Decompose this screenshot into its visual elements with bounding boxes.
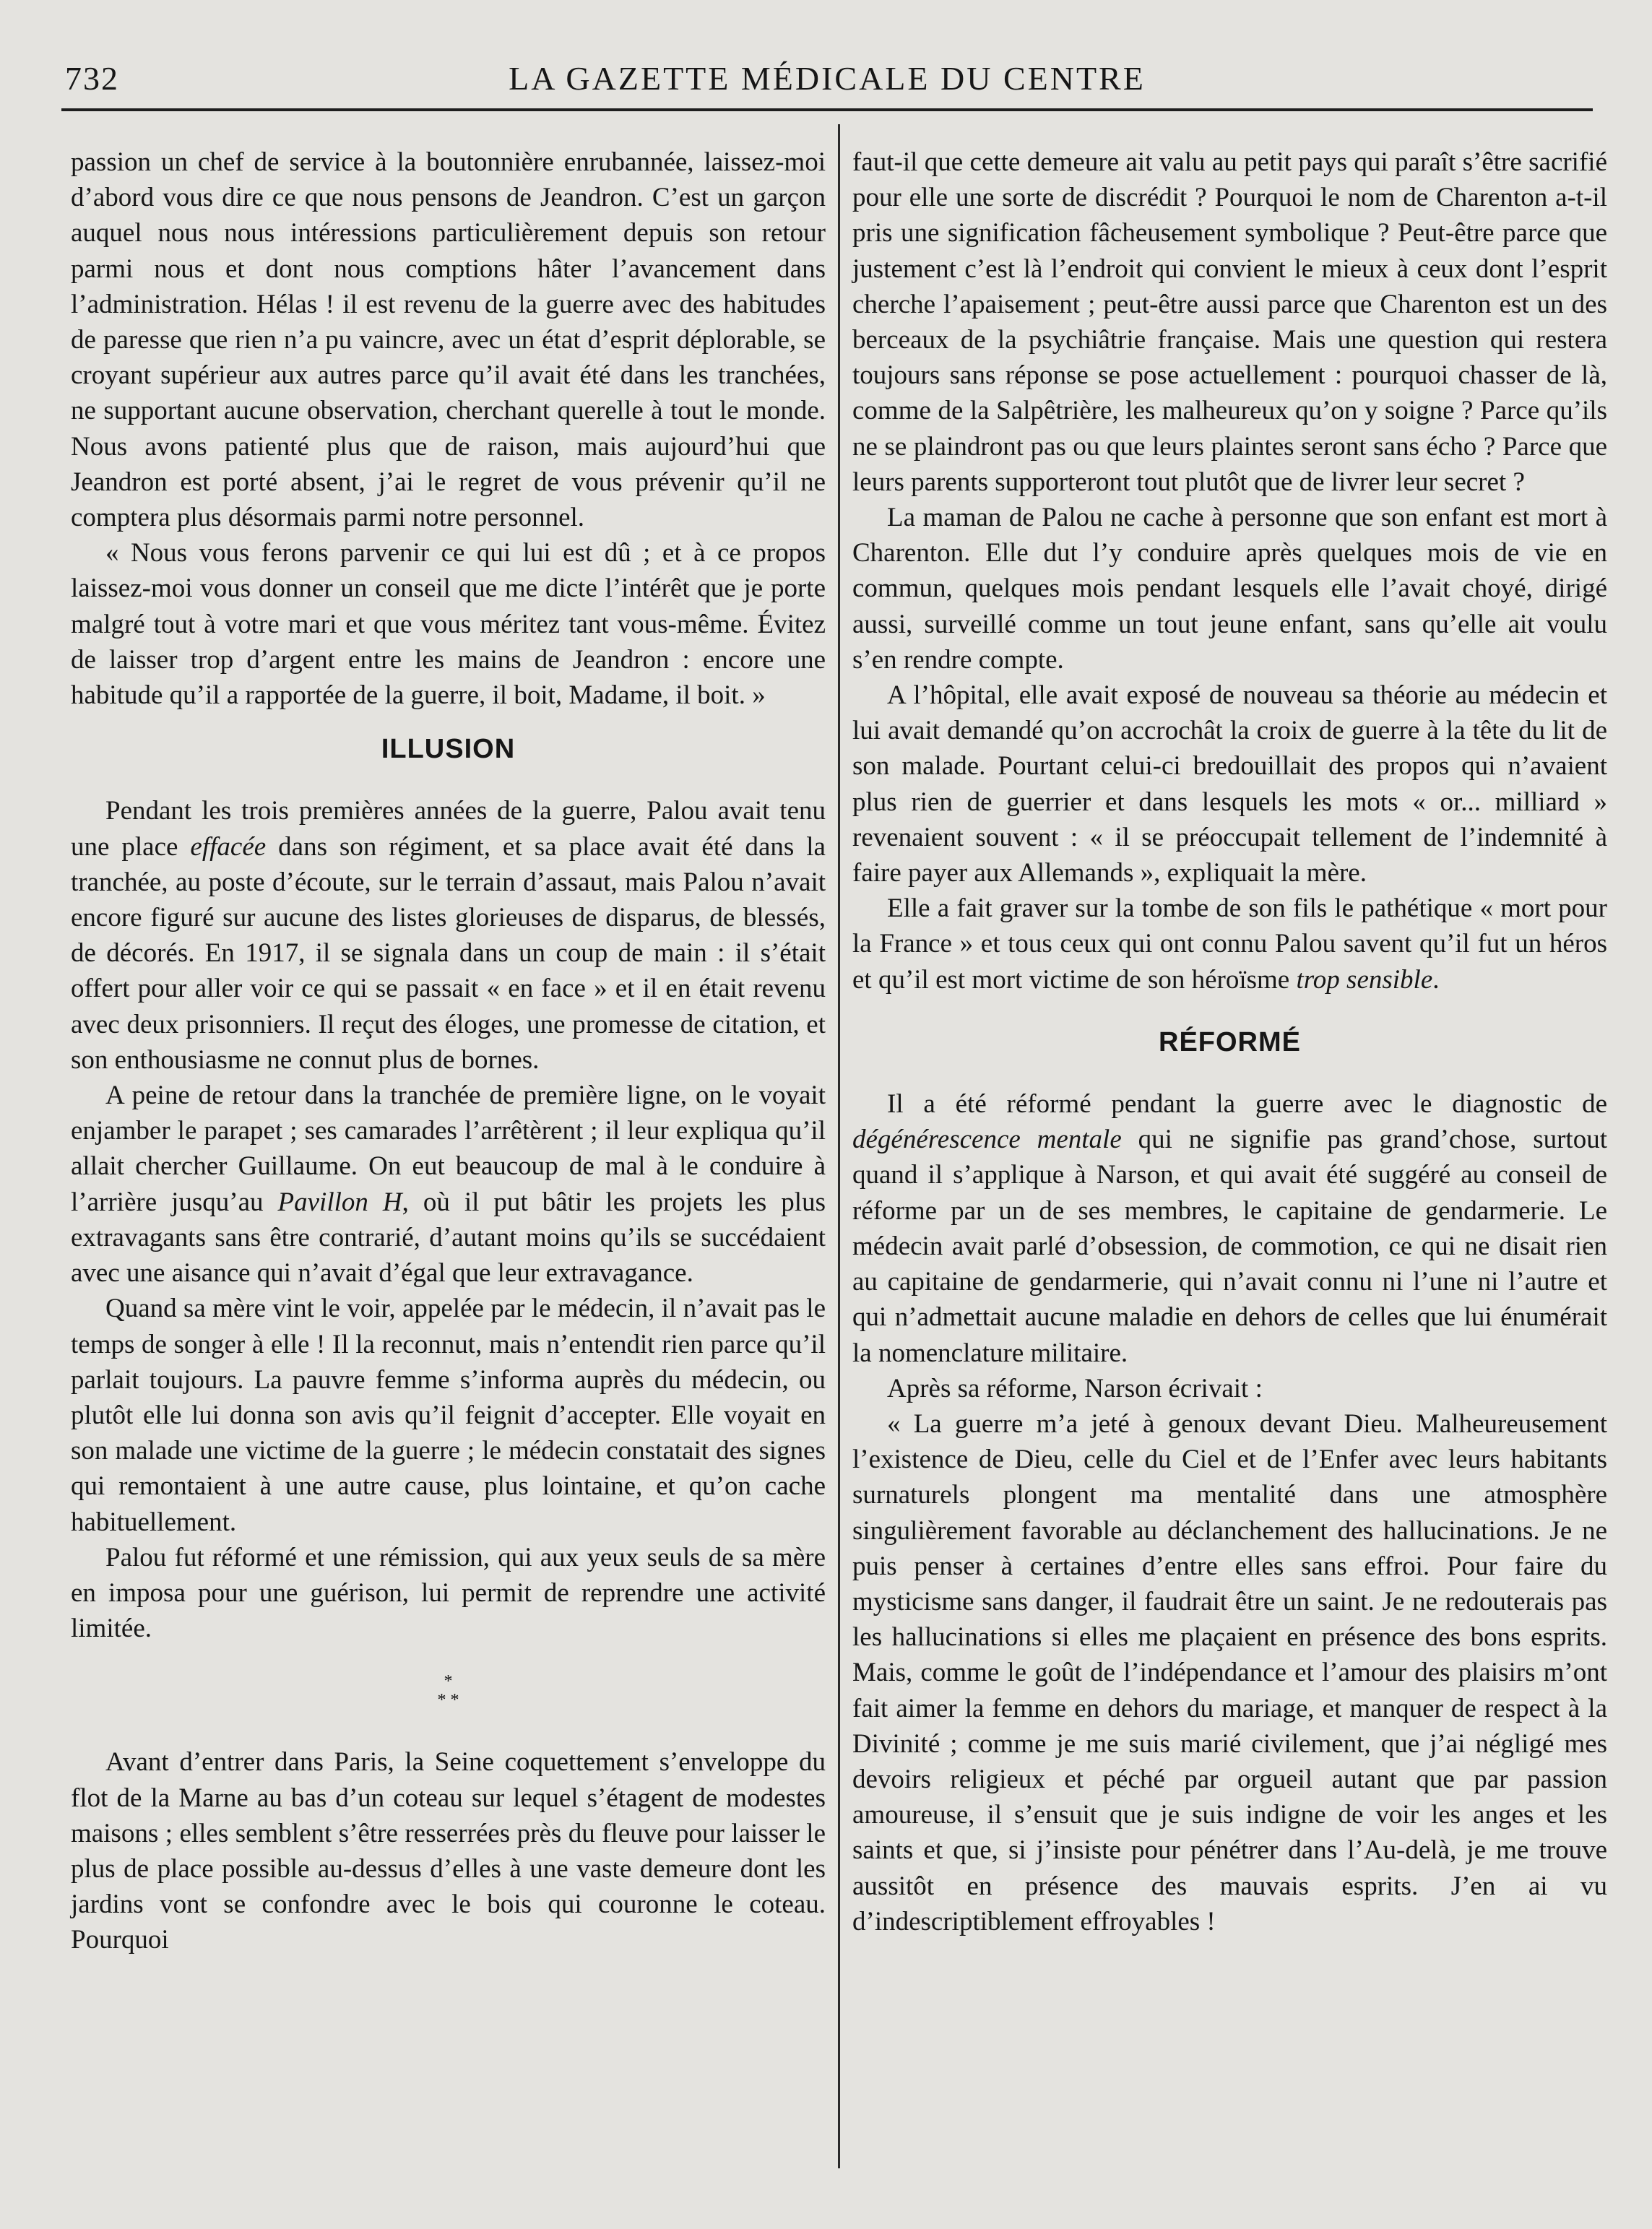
header-rule [61,108,1593,111]
text-run: Il a été réformé pendant la guerre avec le diagnostic de [887,1089,1607,1120]
paragraph: « La guerre m’a jeté à genoux devant Dieu. Malheureusement l’existence de Dieu, celle du Ciel et de l’Enfer avec leurs habitants surnaturels plongent ma mentalité dans une atmosphère singulièrement favorable au déclanchement des hallucinations. Je ne puis penser à certaines d’entre elles sans effroi. Pour faire du mysticisme sans danger, il faudrait être un saint. Je ne redouterais pas les hallucinations si elles me plaçaient en présence des bons esprits. Mais, comme le goût de l’indépendance et l’amour des plaisirs m’ont fait aimer la femme en dehors du mariage, et manquer de respect à la Divinité ; comme je me suis marié civilement, que j’ai négligé mes devoirs religieux et péché par orgueil autant que par passion amoureuse, il s’ensuit que je suis indigne de voir les anges et les saints et que, si j’insiste pour pénétrer dans l’Au-delà, je me trouve aussitôt en présence des mauvais esprits. J’en ai vu d’indescriptiblement effroyables ! [852,1408,1607,1936]
page-header [58,52,1596,103]
paragraph: Palou fut réformé et une rémission, qui aux yeux seuls de sa mère en imposa pour une guérison, lui permit de reprendre une activité limitée. [71,1542,826,1644]
paragraph [852,891,1607,997]
page-number: 732 [65,60,119,97]
text-run: Elle a fait graver sur la tombe de son fils le pathétique « mort pour la France » et tous ceux qui ont connu Palou savent qu’il fut un héros et qu’il est mort victime de son héroïsme [852,893,1607,995]
paragraph [852,1086,1607,1371]
left-column [71,144,826,1958]
emphasis-text: effacée [190,831,267,862]
paragraph: passion un chef de service à la boutonnière enrubannée, laissez-moi d’abord vous dire ce que nous pensons de Jeandron. C’est un garçon auquel nous nous intéressions particulièrement depuis son retour parmi nous et dont nous comptions hâter l’avancement dans l’administration. Hélas ! il est revenu de la guerre avec des habitudes de paresse que rien n’a pu vaincre, avec un état d’esprit déplorable, se croyant supérieur aux autres parce qu’il avait été dans les tranchées, ne supportant aucune observation, cherchant querelle à tout le monde. Nous avons patienté plus que de raison, mais aujourd’hui que Jeandron est porté absent, j’ai le regret de vous prévenir qu’il ne comptera plus désormais parmi notre personnel. [71,147,826,533]
emphasis-text: trop sensible [1296,964,1433,995]
right-column [852,144,1607,1939]
text-run: A peine de retour dans la tranchée de première ligne, on le voyait enjamber le parapet ; ses camarades l’arrêtèrent ; il leur expliqua qu’il allait chercher Guillaume. On eut beaucoup de mal à le conduire à l’arrière jusqu’au [71,1081,826,1217]
paragraph: Après sa réforme, Narson écrivait : [887,1373,1263,1403]
journal-title: LA GAZETTE MÉDICALE DU CENTRE [509,60,1146,97]
paragraph: A l’hôpital, elle avait exposé de nouveau sa théorie au médecin et lui avait demandé qu’on accrochât la croix de guerre à la tête du lit de son malade. Pourtant celui-ci bredouillait des propos qui n’avaient plus rien de guerrier et dans lesquels les mots « or... milliard » revenaient souvent : « il se préoccupait tellement de l’indemnité à faire payer aux Allemands », expliquait la mère. [852,680,1607,888]
text-run: . [1432,964,1440,995]
paragraph [71,1078,826,1291]
paragraph: « Nous vous ferons parvenir ce qui lui est dû ; et à ce propos laissez-moi vous donner un conseil que me dicte l’intérêt que je porte malgré tout à votre mari et que vous méritez tant vous-même. Évitez de laisser trop d’argent entre les mains de Jeandron : encore une habitude qu’il a rapportée de la guerre, il boit, Madame, il boit. » [71,538,826,711]
asterism-separator: * * * [437,1672,459,1710]
section-title-reforme: RÉFORMÉ [1159,1026,1301,1057]
emphasis-text: dégénérescence mentale [852,1125,1122,1155]
text-run: , où il put bâtir les projets les plus extravagants sans être contrarié, d’autant moins qu’ils se succédaient avec une aisance qui n’avait d’égal que leur extravagance. [71,1187,826,1289]
section-title-illusion: ILLUSION [381,734,516,765]
text-run: qui ne signifie pas grand’chose, surtout quand il s’applique à Narson, et qui avait été suggéré au conseil de réforme par un de ses membres, le capitaine de gendarmerie. Le médecin avait parlé d’obsession, de commotion, ce qui ne disait rien au capitaine de gendarmerie, qui n’avait connu ni l’une ni l’autre et qui n’admettait aucune maladie en dehors de celles que lui énumérait la nomenclature militaire. [852,1125,1607,1368]
text-run: Pendant les trois premières années de la guerre, Palou avait tenu une place [71,796,826,862]
paragraph: Avant d’entrer dans Paris, la Seine coquettement s’enveloppe du flot de la Marne au bas d’un coteau sur lequel s’étagent de modestes maisons ; elles semblent s’être resserrées près du fleuve pour laisser le plus de place possible au-dessus d’elles à une vaste demeure dont les jardins vont se confondre avec le bois qui couronne le coteau. Pourquoi [71,1747,826,1955]
paragraph: La maman de Palou ne cache à personne que son enfant est mort à Charenton. Elle dut l’y conduire après quelques mois de vie en commun, quelques mois pendant lesquels elle l’avait choyé, dirigé aussi, surveillé comme un tout jeune enfant, sans qu’elle ait voulu s’en rendre compte. [852,503,1607,675]
emphasis-text: Pavillon H [277,1187,402,1217]
paragraph: Quand sa mère vint le voir, appelée par le médecin, il n’avait pas le temps de songer à elle ! Il la reconnut, mais n’entendit rien parce qu’il parlait toujours. La pauvre femme s’informa auprès du médecin, ou plutôt elle lui donna son avis qu’il feignit d’accepter. Elle voyait en son malade une victime de la guerre ; le médecin constatait des signes qui remontaient à une autre cause, plus lointaine, et qu’on cache habituellement. [71,1294,826,1537]
text-run: dans son régiment, et sa place avait été dans la tranchée, au poste d’écoute, sur le terrain d’assaut, mais Palou n’avait encore figuré sur aucune des listes glorieuses de disparus, de blessés, de décorés. En 1917, il se signala dans un coup de main : il s’était offert pour aller voir ce qui se passait « en face » et il en était revenu avec deux prisonniers. Il reçut des éloges, une promesse de citation, et son enthousiasme ne connut plus de bornes. [71,831,826,1075]
column-divider [838,124,840,2168]
paragraph [71,793,826,1078]
paragraph: faut-il que cette demeure ait valu au petit pays qui paraît s’être sacrifié pour elle une sorte de discrédit ? Pourquoi le nom de Charenton a-t-il pris une signification fâcheusement symbolique ? Peut-être parce que justement c’est là l’endroit qui convient le mieux à ceux dont l’esprit cherche l’apaisement ; peut-être aussi parce que Charenton est un des berceaux de la psychiâtrie française. Mais une question qui restera toujours sans réponse se pose actuellement : pourquoi chasser de là, comme de la Salpêtrière, les malheureux qu’on y soigne ? Parce qu’ils ne se plaindront pas ou que leurs plaintes seront sans écho ? Parce que leurs parents supporteront tout plutôt que de livrer leur secret ? [852,147,1607,497]
